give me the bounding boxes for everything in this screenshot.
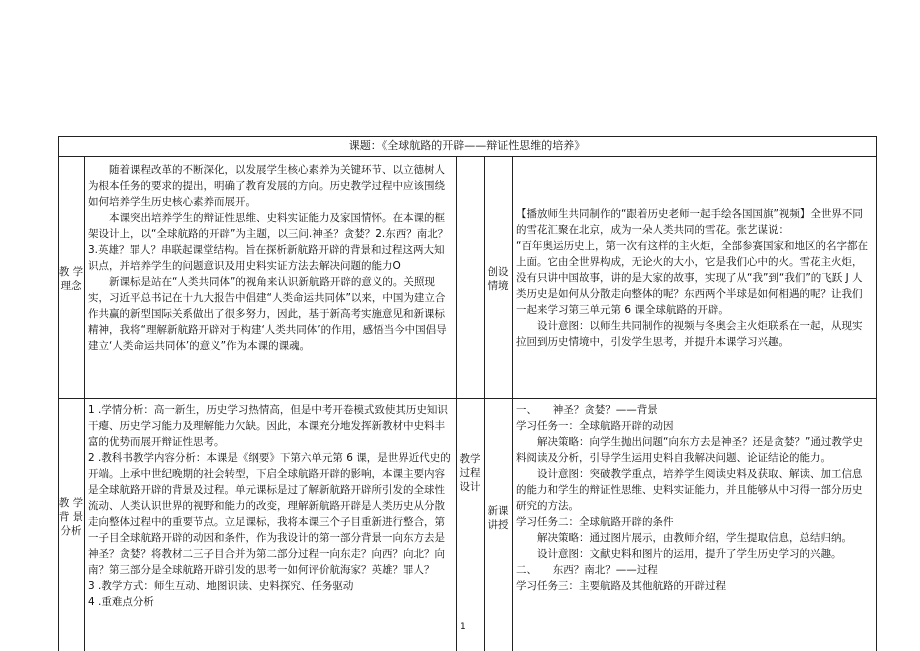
background-text (88, 402, 452, 610)
scenario-paragraph-1: 【播放师生共同制作的“跟着历史老师一起手绘各国国旗”视频】全世界不同的雪花汇聚在北京，成为一朵人类共同的雪花。张艺谋说： (516, 208, 863, 236)
new-lesson-line-4: 设计意图：突破教学重点，培养学生阅读史料及获取、解读、加工信息的能力和学生的辩证性思维、史料实证能力，并且能够从中习得一部分历史研究的方法。 (516, 468, 863, 512)
scenario-paragraph-3: 设计意图：以师生共同制作的视频与冬奥会主火炬联系在一起，从现实拉回到历史情境中，引发学生思考，并提升本课学习兴趣。 (516, 320, 863, 348)
background-paragraph-1: 1 .学情分析：高一新生，历史学习热情高，但是中考开卷模式致使其历史知识干瘪、历史学习能力及理解能力欠缺。因此，本课充分地发挥新教材中史料丰富的优势而展开辩证性思考。 (88, 404, 448, 448)
concept-text (88, 162, 452, 354)
middle-divider-b (484, 156, 485, 651)
background-paragraph-4: 4 .重难点分析 (88, 596, 154, 608)
row-divider (58, 398, 876, 399)
concept-label: 教 学 理念 (58, 266, 84, 292)
new-lesson-line-5: 学习任务二：全球航路开辟的条件 (516, 516, 674, 528)
page-number: 1 (460, 622, 466, 632)
new-lesson-line-9: 学习任务三：主要航路及其他航路的开辟过程 (516, 580, 726, 592)
scenario-paragraph-2: “百年奥运历史上，第一次有这样的主火炬，全部参赛国家和地区的名字都在上面。它由全世界构成，无论火的大小，它是我们心中的火。雪花主火炬，没有只讲中国故事，讲的是大家的故事，实现了从“我”到“我们”的飞跃 J 人类历史是如何从分散走向整体的呢？东西两个半球是如何相遇的呢？让我们一起来学习第三单元第 6 课全球航路的开辟。 (516, 240, 868, 316)
middle-divider-a (456, 156, 457, 651)
label-column-divider-right (512, 156, 513, 651)
new-lesson-line-6: 解决策略：通过图片展示，由教师介绍，学生提取信息，总结归纳。 (537, 532, 852, 544)
new-lesson-line-3: 解决策略：向学生抛出问题“向东方去是神圣？还是贪婪？”通过教学史料阅读及分析，引导学生运用史料自我解决问题、论证结论的能力。 (516, 436, 863, 464)
process-label: 教学 过程 设计 (459, 453, 481, 493)
scenario-label: 创设 情境 (487, 266, 509, 292)
background-paragraph-2: 2 .教科书教学内容分析：本课是《纲要》下第六单元第 6 课，是世界近代史的开端。上承中世纪晚期的社会转型，下启全球航路开辟的影响，本课主要内容是全球航路开辟的背景及过程。单元课标是过了解新航路开辟所引发的全球性流动、人类认识世界的视野和能力的改变，理解新航路开辟是人类历史从分散走向整体过程中的重要节点。立足课标，我将本课三个子目重新进行整合，第一子目全球航路开辟的动因和条件，作为我设计的第一部分背景一向东方去是神圣？贪婪？将教材二三子目合并为第二部分过程一向东走？向西？向北？向南？第三部分是全球航路开辟引发的思考一如何评价航海家？英雄？罪人？ (88, 452, 451, 576)
concept-paragraph-2: 本课突出培养学生的辩证性思维、史料实证能力及家国情怀。在本课的框架设计上，以“全球航路的开辟”为主题，以三问.神圣？贪婪？2.东西？南北？3.英雄？罪人？串联起课堂结构。旨在探析新航路开辟的背景和过程这两大知识点，并培养学生的问题意识及用史料实证方法去解决问题的能力O (88, 212, 449, 272)
label-column-divider-left (84, 156, 85, 651)
lesson-title: 课题：《全球航路的开辟——辩证性思维的培养》 (348, 139, 586, 152)
new-lesson-line-7: 设计意图：文献史料和图片的运用，提升了学生历史学习的兴趣。 (537, 548, 842, 560)
background-label: 教 学 背 景 分析 (58, 497, 84, 537)
new-lesson-line-8: 二、 东西？南北？——过程 (516, 564, 658, 576)
new-lesson-line-2: 学习任务一：全球航路开辟的动因 (516, 420, 674, 432)
title-bottom-border (58, 156, 876, 157)
new-lesson-label: 新课 讲授 (487, 505, 509, 531)
scenario-text (516, 206, 872, 350)
concept-paragraph-3: 新课标是站在“人类共同体”的视角来认识新航路开辟的意义的。关照现实，习近平总书记在十九大报告中倡建“人类命运共同体”以来，中国为建立合作共赢的新型国际关系做出了很多努力，因此，基于新高考实施意见和新课标精神，我将“理解新航路开辟对于构建‘人类共同体’的作用，感悟当今中国倡导建立‘人类命运共同体’的意义”作为本课的课魂。 (88, 276, 447, 352)
new-lesson-line-1: 一、 神圣？贪婪？——背景 (516, 404, 658, 416)
background-paragraph-3: 3 .教学方式：师生互动、地图识读、史料探究、任务驱动 (88, 580, 354, 592)
table-left-border (58, 136, 59, 651)
table-right-border (876, 136, 877, 651)
new-lesson-text (516, 402, 872, 594)
concept-paragraph-1: 随着课程改革的不断深化，以发展学生核心素养为关键环节、以立德树人为根本任务的要求的提出，明确了教育发展的方向。历史教学过程中应该围绕如何培养学生历史核心素养而展开。 (88, 164, 445, 208)
